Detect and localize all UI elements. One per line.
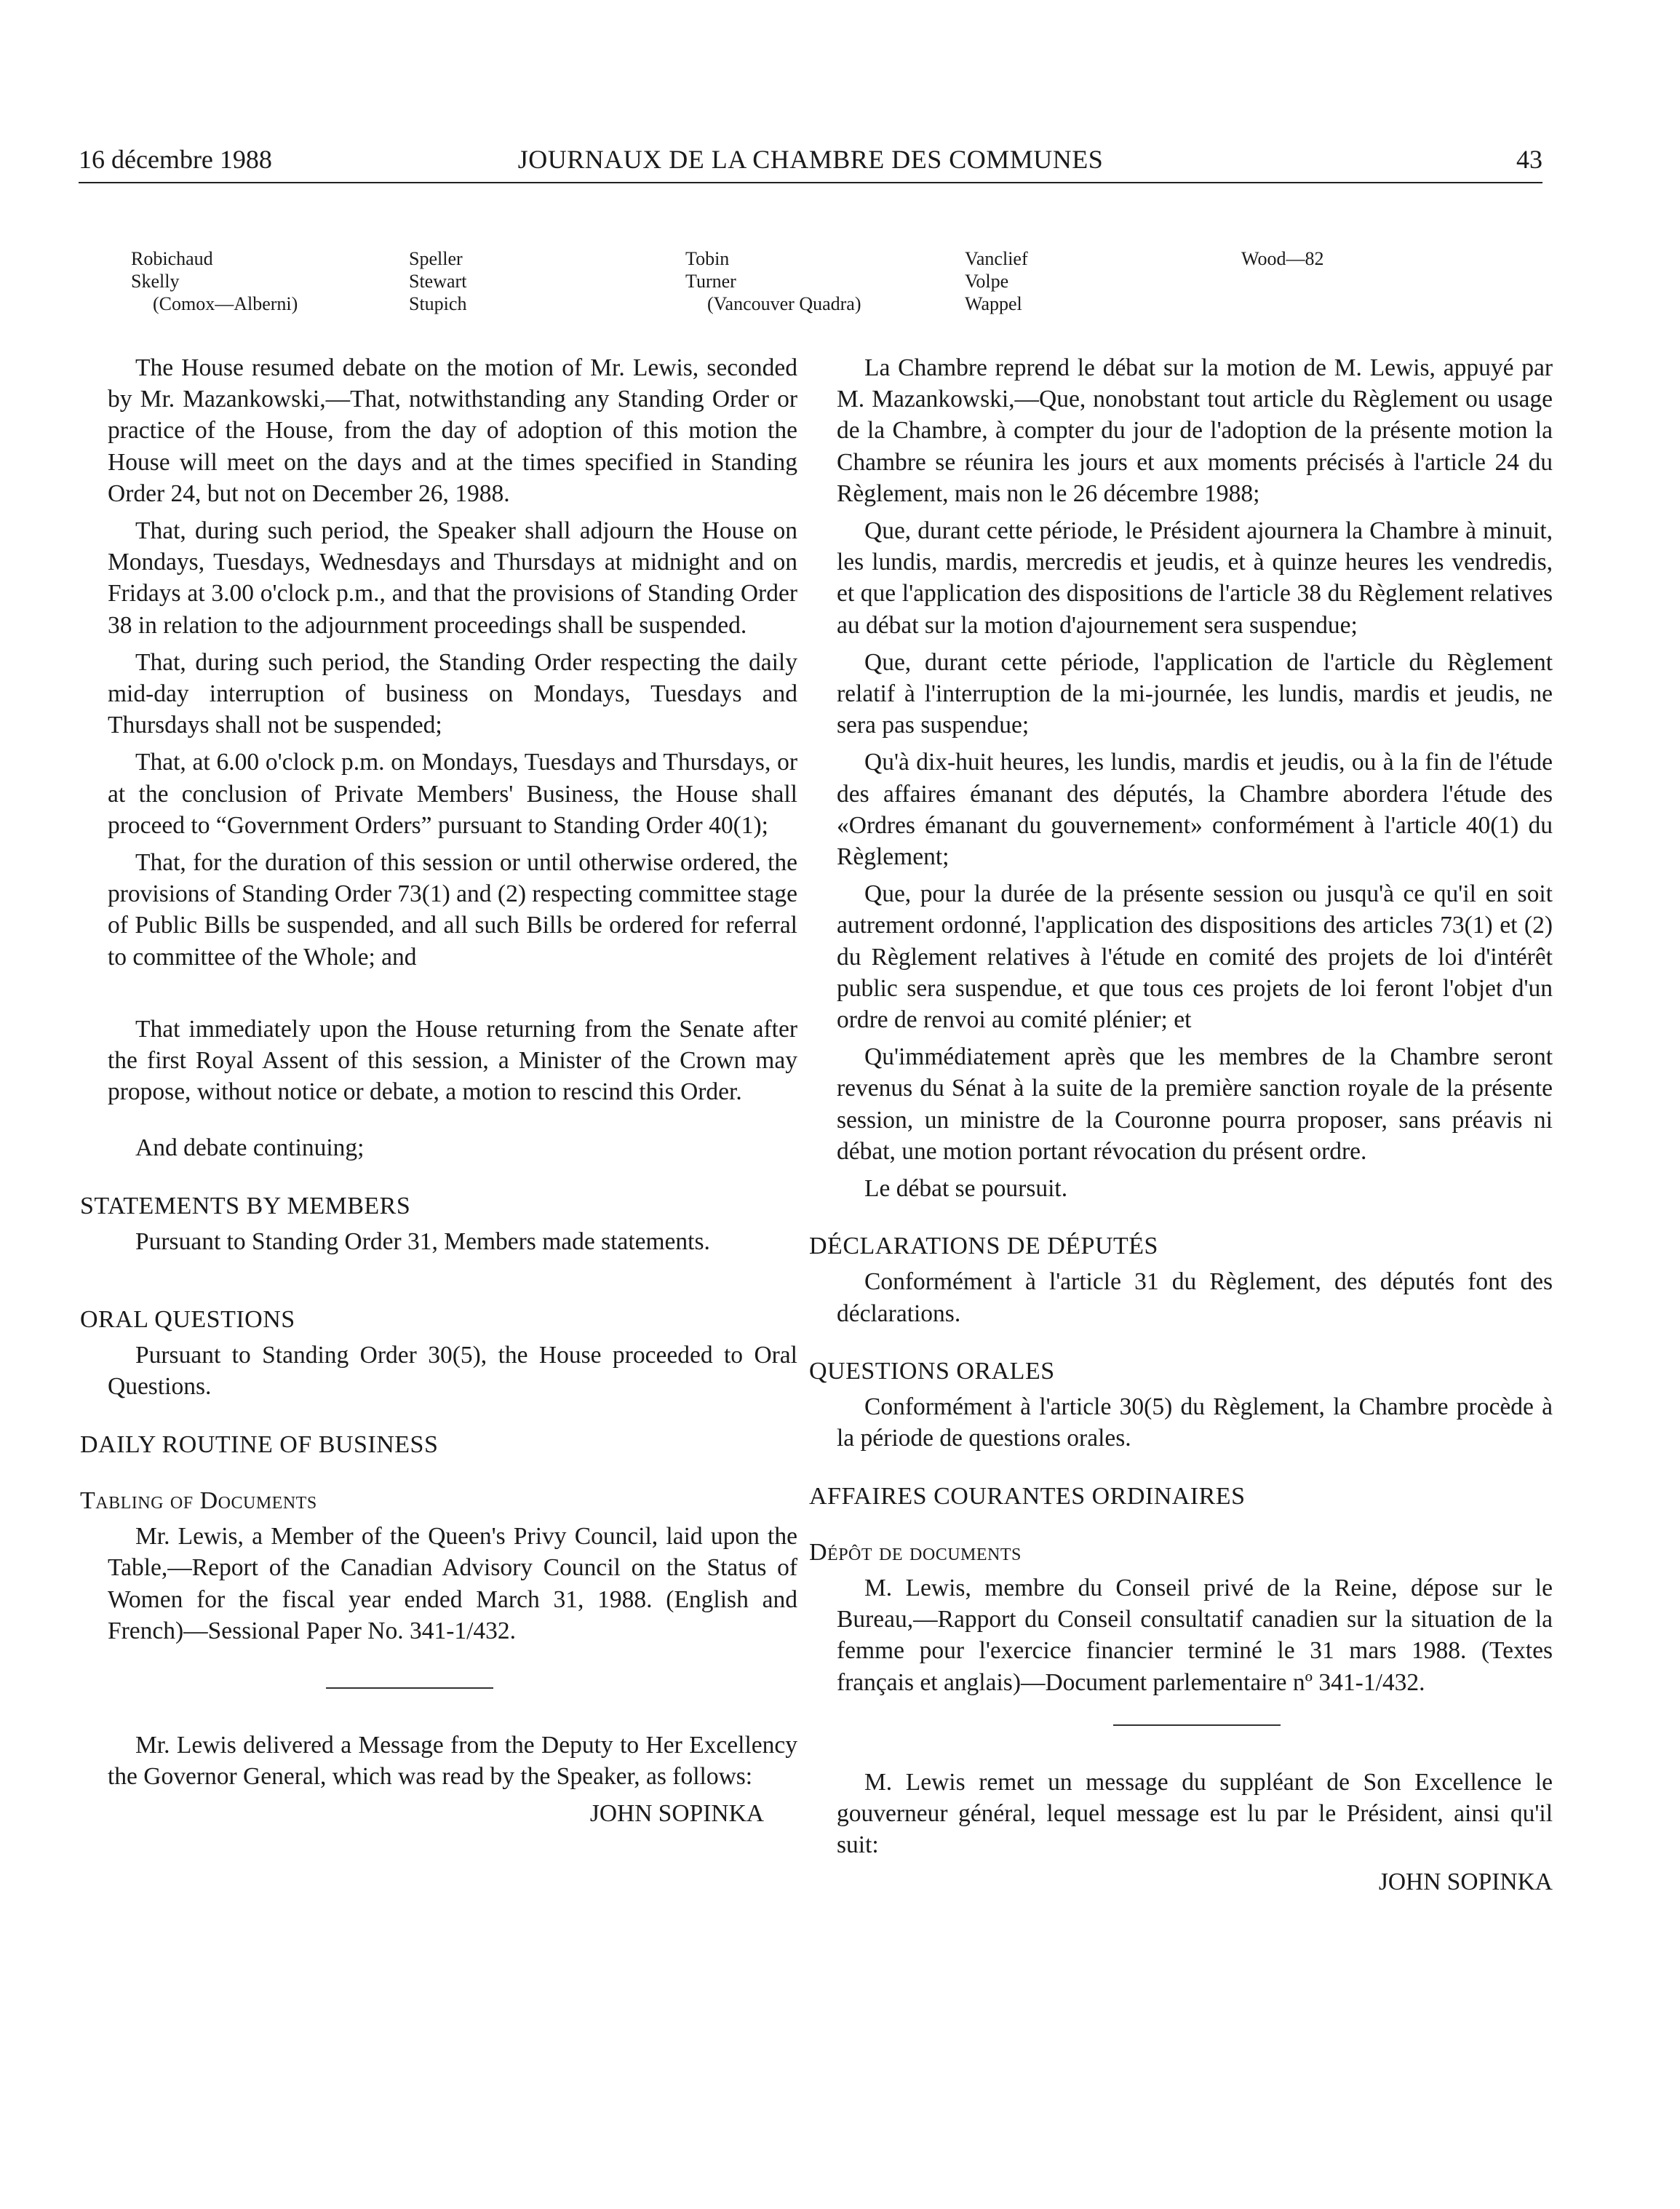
paragraph: Conformément à l'article 31 du Règlement, des députés font des déclarations. [837, 1268, 1553, 1327]
paragraph: That immediately upon the House returning from the Senate after the first Royal Assent of this session, a Minister of the Crown may propose, without notice or debate, a motion to rescind this Order. [108, 1015, 797, 1106]
spacer [108, 1113, 797, 1132]
header-title: JOURNAUX DE LA CHAMBRE DES COMMUNES [517, 145, 1104, 174]
separator-rule [1113, 1724, 1281, 1726]
spacer [108, 1263, 797, 1304]
spacer [108, 1409, 797, 1429]
paragraph: M. Lewis, membre du Conseil privé de la Reine, dépose sur le Bureau,—Rapport du Conseil consultatif canadien sur la situation de la femme pour l'exercice financier terminé le 31 mars 1988. (Textes français et anglais)—Document parlementaire nº 341-1/432. [837, 1574, 1553, 1696]
paragraph: That, during such period, the Standing Order respecting the daily mid-day interruption of business on Mondays, Tuesdays and Thursdays shall not be suspended; [108, 648, 797, 739]
paragraph: That, for the duration of this session or until otherwise ordered, the provisions of Standing Order 73(1) and (2) respecting committee stage of Public Bills be suspended, and all such Bills be ordered for referral to committee of the Whole; and [108, 849, 797, 971]
paragraph: Que, durant cette période, le Président ajournera la Chambre à minuit, les lundis, mardis, mercredis et jeudis, et à quinze heures les vendredis, et que l'application des dispositions de l'article 38 du Règlement relatives au débat sur la motion d'ajournement sera suspendue; [837, 517, 1553, 639]
paragraph: Qu'à dix-huit heures, les lundis, mardis et jeudis, ou à la fin de l'étude des affaires émanant des députés, la Chambre abordera l'étude des «Ordres émanant du gouvernement» conformément à l'article 40(1) du Règlement; [837, 749, 1553, 871]
vote-name: Robichaud [131, 248, 213, 269]
section-heading-daily-routine: DAILY ROUTINE OF BUSINESS [80, 1430, 439, 1458]
page-header [79, 144, 1542, 179]
vote-names-column-3 [685, 247, 861, 315]
paragraph: Pursuant to Standing Order 31, Members made statements. [135, 1227, 710, 1255]
vote-names-column-2 [409, 247, 466, 315]
vote-names-column-4 [965, 247, 1028, 315]
vote-names-column-1 [131, 247, 298, 315]
vote-name: Speller [409, 248, 463, 269]
section-heading-oral-questions: ORAL QUESTIONS [80, 1306, 295, 1334]
spacer [108, 1465, 797, 1485]
section-heading-statements: DÉCLARATIONS DE DÉPUTÉS [809, 1233, 1158, 1260]
subheading-tabling: Tabling of Documents [80, 1486, 317, 1514]
signature: JOHN SOPINKA [589, 1800, 764, 1828]
paragraph: That, at 6.00 o'clock p.m. on Mondays, Tuesdays and Thursdays, or at the conclusion of Private Members' Business, the House shall proceed to “Government Orders” pursuant to Standing Order 40(1); [108, 749, 797, 839]
paragraph: Qu'immédiatement après que les membres de la Chambre seront revenus du Sénat à la suite de la première sanction royale de la présente session, un ministre de la Couronne pourra proposer, sans préavis ni débat, une motion portant révocation du présent ordre. [837, 1043, 1553, 1165]
vote-name: Skelly [131, 271, 180, 292]
header-date: 16 décembre 1988 [79, 145, 272, 174]
paragraph: Que, durant cette période, l'application de l'article du Règlement relatif à l'interruption de la mi-journée, les lundis, mardis et jeudis, ne sera pas suspendue; [837, 648, 1553, 739]
vote-name-riding: (Comox—Alberni) [153, 293, 298, 314]
paragraph: M. Lewis remet un message du suppléant de Son Excellence le gouverneur général, lequel message est lu par le Président, ainsi qu'il suit: [837, 1768, 1553, 1859]
spacer [837, 1516, 1553, 1537]
vote-names-column-5 [1241, 247, 1323, 270]
paragraph: And debate continuing; [135, 1134, 365, 1162]
spacer [108, 1170, 797, 1190]
paragraph: Le débat se poursuit. [864, 1175, 1068, 1203]
section-heading-statements: STATEMENTS BY MEMBERS [80, 1192, 411, 1219]
spacer [837, 1335, 1553, 1356]
paragraph: La Chambre reprend le débat sur la motion de M. Lewis, appuyé par M. Mazankowski,—Que, nonobstant tout article du Règlement ou usage de la Chambre, à compter du jour de l'adoption de la présente motion la Chambre se réunira les jours et aux moments précisés à l'article 24 du Règlement, mais non le 26 décembre 1988; [837, 354, 1553, 507]
english-column [80, 352, 797, 1830]
spacer [837, 1210, 1553, 1230]
paragraph: Mr. Lewis delivered a Message from the Deputy to Her Excellency the Governor General, which was read by the Speaker, as follows: [108, 1731, 797, 1791]
spacer [837, 1460, 1553, 1481]
vote-name-riding: (Vancouver Quadra) [707, 293, 861, 314]
separator-rule [326, 1687, 493, 1689]
section-heading-oral-questions: QUESTIONS ORALES [809, 1357, 1055, 1385]
paragraph: Pursuant to Standing Order 30(5), the House proceeded to Oral Questions. [108, 1342, 797, 1401]
vote-name: Tobin [685, 248, 730, 269]
paragraph: The House resumed debate on the motion of Mr. Lewis, seconded by Mr. Mazankowski,—That, notwithstanding any Standing Order or practice of the House, from the day of adoption of this motion the House will meet on the days and at the times specified in Standing Order 24, but not on December 26, 1988. [108, 354, 797, 507]
paragraph: That, during such period, the Speaker shall adjourn the House on Mondays, Tuesdays, Wednesdays and Thursdays at midnight and on Fridays at 3.00 o'clock p.m., and that the provisions of Standing Order 38 in relation to the adjournment proceedings shall be suspended. [108, 517, 797, 639]
paragraph: Que, pour la durée de la présente session ou jusqu'à ce qu'il en soit autrement ordonné, l'application des dispositions des articles 73(1) et (2) du Règlement relatives à l'étude en comité des projets de loi d'intérêt public sera suspendue, et que tous ces projets de loi feront l'objet d'un ordre de renvoi au comité plénier; et [837, 880, 1553, 1034]
page-number: 43 [1516, 145, 1542, 174]
section-heading-daily-routine: AFFAIRES COURANTES ORDINAIRES [809, 1482, 1246, 1510]
paragraph: Conformément à l'article 30(5) du Règlement, la Chambre procède à la période de questions orales. [837, 1393, 1553, 1452]
vote-name: Stupich [409, 293, 467, 314]
french-column [809, 352, 1553, 1898]
vote-name: Vanclief [965, 248, 1028, 269]
vote-name-total: Wood—82 [1241, 248, 1324, 269]
subheading-tabling: Dépôt de documents [809, 1538, 1022, 1566]
signature: JOHN SOPINKA [1378, 1868, 1553, 1896]
header-rule [79, 182, 1542, 183]
vote-name: Volpe [965, 271, 1009, 292]
vote-name: Turner [685, 271, 736, 292]
vote-name: Stewart [409, 271, 467, 292]
paragraph: Mr. Lewis, a Member of the Queen's Privy Council, laid upon the Table,—Report of the Canadian Advisory Council on the Status of Women for the fiscal year ended March 31, 1988. (English and French)—Sessional Paper No. 341-1/432. [108, 1523, 797, 1644]
vote-name: Wappel [965, 293, 1022, 314]
spacer [108, 979, 797, 1014]
